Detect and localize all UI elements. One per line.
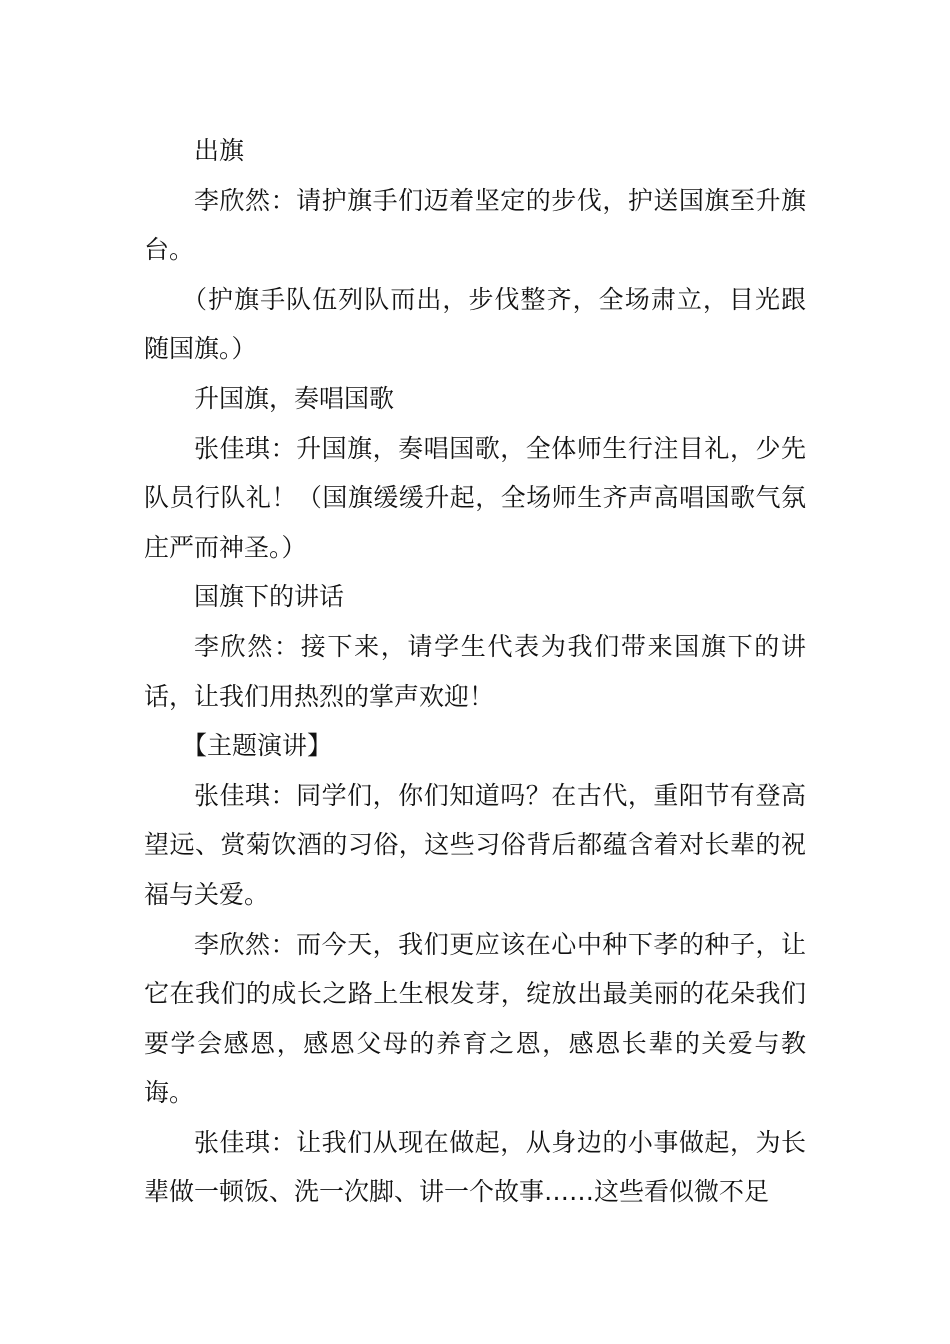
dialogue-paragraph: 张佳琪：升国旗，奏唱国歌，全体师生行注目礼，少先队员行队礼！（国旗缓缓升起，全场师生齐声高唱国歌气氛庄严而神圣。）: [144, 433, 806, 562]
dialogue-paragraph: 张佳琪：让我们从现在做起，从身边的小事做起，为长辈做一顿饭、洗一次脚、讲一个故事……这些看似微不足: [144, 1127, 806, 1207]
dialogue-paragraph: 李欣然：请护旗手们迈着坚定的步伐，护送国旗至升旗台。: [144, 185, 806, 265]
section-heading-flag-speech: 国旗下的讲话: [194, 582, 345, 612]
dialogue-paragraph: 张佳琪：同学们，你们知道吗？在古代，重阳节有登高望远、赏菊饮酒的习俗，这些习俗背后都蕴含着对长辈的祝福与关爱。: [144, 780, 806, 909]
document-body: [144, 126, 806, 1217]
dialogue-paragraph: 李欣然：而今天，我们更应该在心中种下孝的种子，让它在我们的成长之路上生根发芽，绽放出最美丽的花朵我们要学会感恩，感恩父母的养育之恩，感恩长辈的关爱与教诲。: [144, 929, 806, 1108]
section-heading-flag-out: 出旗: [194, 136, 245, 165]
section-heading-theme-speech: 【主题演讲】: [182, 731, 333, 761]
stage-direction-paragraph: （护旗手队伍列队而出，步伐整齐，全场肃立，目光跟随国旗。）: [144, 284, 806, 364]
section-heading-flag-raising: 升国旗，奏唱国歌: [194, 383, 395, 413]
dialogue-paragraph: 李欣然：接下来，请学生代表为我们带来国旗下的讲话，让我们用热烈的掌声欢迎！: [144, 631, 806, 711]
